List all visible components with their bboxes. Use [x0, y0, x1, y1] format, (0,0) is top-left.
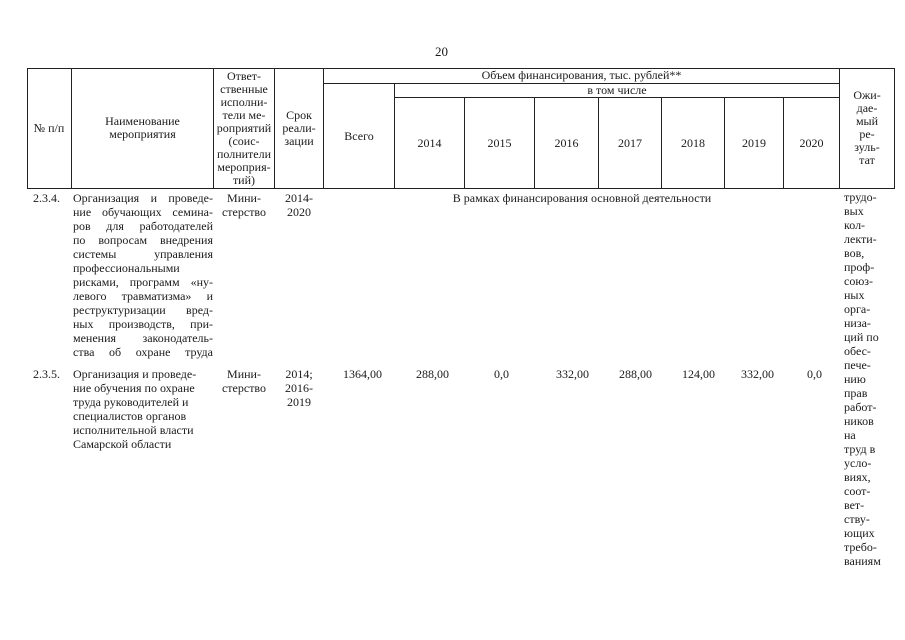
- row-2-3-5-2015: 0,0: [494, 367, 509, 381]
- header-year-2017: [599, 98, 661, 188]
- page-number: 20: [435, 44, 448, 59]
- row-2-3-4-name: Организация и проведе- ние обучающих семина- ров для работодателей по вопросам внедрения системы управления профессиональными рисками, программ «ну- левого травматизма» и реструктуризации вред- ных производств, при- менения законодатель- ства об охране труда: [73, 191, 213, 359]
- header-year-text: 2019: [742, 135, 766, 150]
- row-2-3-4-num: 2.3.4.: [33, 191, 60, 205]
- header-year-text: 2017: [618, 135, 642, 150]
- row-2-3-4-responsible: Мини- стерство: [221, 191, 267, 219]
- header-name: [72, 68, 213, 188]
- header-including: [395, 84, 839, 97]
- row-2-3-5-2014: 288,00: [416, 367, 449, 381]
- header-year-2014: [395, 98, 464, 188]
- header-including-text: в том числе: [587, 83, 647, 97]
- row-2-3-5-2017: 288,00: [619, 367, 652, 381]
- header-result-text: Ожи- дае- мый ре- зуль- тат: [853, 88, 881, 167]
- header-year-2018: [662, 98, 724, 188]
- header-total-text: Всего: [344, 128, 374, 143]
- header-year-text: 2020: [799, 135, 824, 150]
- header-year-text: 2014: [417, 135, 442, 150]
- table-header: [27, 68, 895, 189]
- header-term-text: Срок реали- зации: [282, 107, 316, 148]
- row-2-3-5-2020: 0,0: [807, 367, 822, 381]
- row-2-3-5-num: 2.3.5.: [33, 367, 60, 381]
- header-year-text: 2018: [681, 135, 705, 150]
- row-2-3-5-term: 2014; 2016- 2019: [285, 367, 313, 409]
- row-2-3-5-responsible: Мини- стерство: [221, 367, 267, 395]
- header-year-2016: [535, 98, 598, 188]
- header-year-2020: [784, 98, 839, 188]
- row-2-3-5-2018: 124,00: [682, 367, 715, 381]
- header-result: [840, 68, 894, 188]
- header-term: [275, 68, 323, 188]
- row-2-3-4-term: 2014- 2020: [285, 191, 313, 219]
- header-year-text: 2015: [487, 135, 512, 150]
- row-2-3-5-name: Организация и проведе- ние обучения по охране труда руководителей и специалистов органов исполнительной власти Самарской области: [73, 367, 197, 451]
- header-bottom-border: [27, 188, 895, 189]
- row-2-3-5-2019: 332,00: [741, 367, 774, 381]
- header-year-2019: [725, 98, 783, 188]
- row-2-3-5-2016: 332,00: [556, 367, 589, 381]
- header-num: [27, 68, 71, 188]
- header-name-text: Наименование мероприятия: [105, 114, 180, 141]
- header-responsible: [214, 68, 274, 188]
- header-funding-text: Объем финансирования, тыс. рублей**: [481, 68, 682, 82]
- header-num-text: № п/п: [33, 120, 65, 135]
- header-funding: [324, 68, 839, 83]
- header-responsible-text: Ответ- ственные исполни- тели ме- роприятий (соис- полнители мероприя- тий): [216, 68, 272, 187]
- expected-result-text: трудо- вых кол- лекти- вов, проф- союз- ных орга- низа- ций по обес- пече- нию прав работ- ников на труд в усло- виях, соот- вет- ству- ющих требо- ваниям: [844, 190, 881, 568]
- header-year-2015: [465, 98, 534, 188]
- header-right-border: [894, 68, 895, 189]
- header-year-text: 2016: [554, 135, 579, 150]
- header-total: [324, 84, 394, 188]
- row-2-3-5-total: 1364,00: [343, 367, 382, 381]
- row-2-3-4-funding-note: В рамках финансирования основной деятельности: [452, 191, 712, 205]
